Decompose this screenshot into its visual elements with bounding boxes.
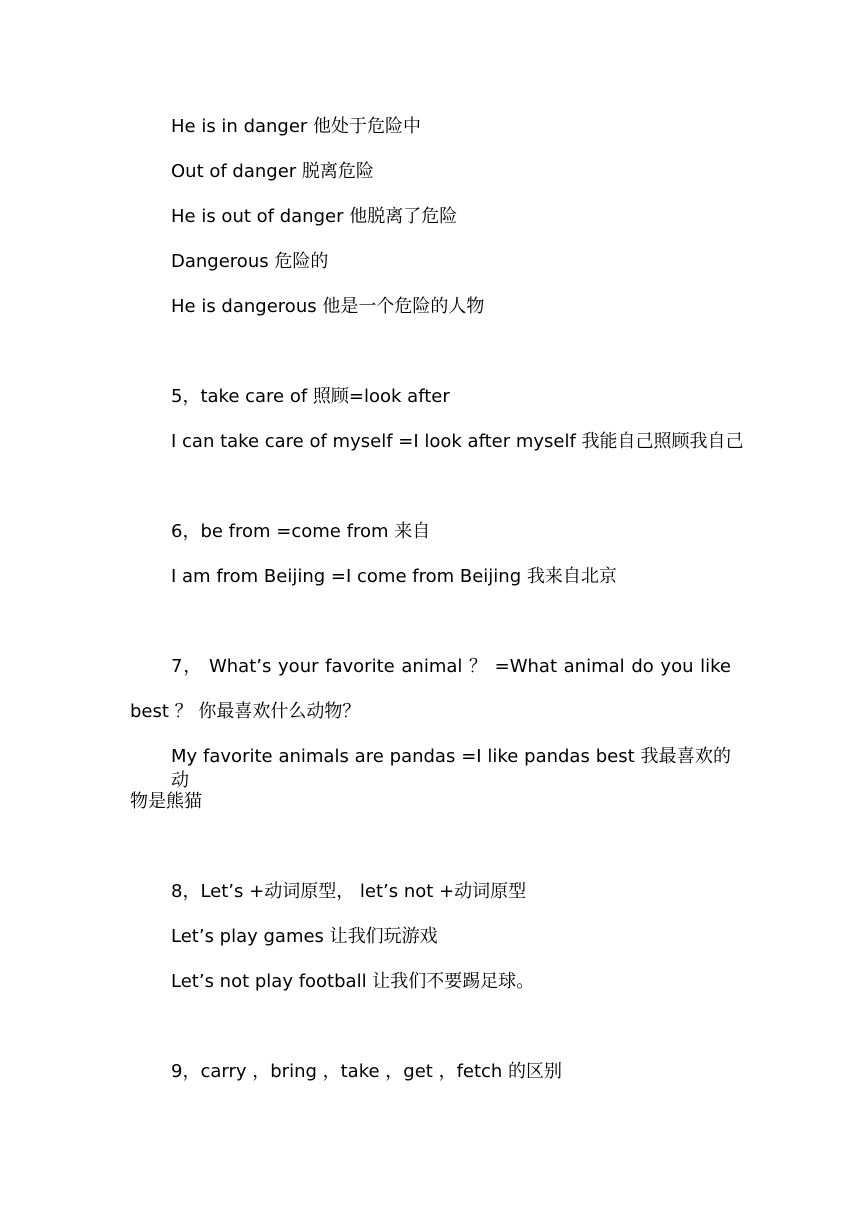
- text-line-dangerous: Dangerous 危险的: [171, 251, 329, 272]
- text-line-item-8-example-2: Let’s not play football 让我们不要踢足球。: [171, 971, 535, 992]
- text-line-out-of-danger: Out of danger 脱离危险: [171, 161, 374, 182]
- text-line-in-danger: He is in danger 他处于危险中: [171, 116, 422, 137]
- text-line-item-6-example: I am from Beijing =I come from Beijing 我来自北京: [171, 566, 617, 587]
- text-line-he-dangerous: He is dangerous 他是一个危险的人物: [171, 296, 485, 317]
- text-line-item-6-heading: 6，be from =come from 来自: [171, 521, 431, 542]
- text-line-item-5-heading: 5，take care of 照顾=look after: [171, 386, 450, 407]
- text-line-item-7-example: My favorite animals are pandas =I like pandas best 我最喜欢的动: [171, 746, 731, 791]
- text-line-he-out-of-danger: He is out of danger 他脱离了危险: [171, 206, 458, 227]
- text-line-item-7-example-cont: 物是熊猫: [130, 791, 202, 812]
- text-line-item-7-heading: 7， What’s your favorite animal ？ =What animal do you like: [171, 656, 731, 677]
- text-line-item-9-heading: 9，carry ，bring ，take ，get ，fetch 的区别: [171, 1061, 563, 1082]
- text-line-item-5-example: I can take care of myself =I look after myself 我能自己照顾我自己: [171, 431, 744, 452]
- text-line-item-8-example-1: Let’s play games 让我们玩游戏: [171, 926, 438, 947]
- text-line-item-8-heading: 8，Let’s +动词原型， let’s not +动词原型: [171, 881, 527, 902]
- text-line-item-7-heading-cont: best ？ 你最喜欢什么动物？: [130, 701, 361, 722]
